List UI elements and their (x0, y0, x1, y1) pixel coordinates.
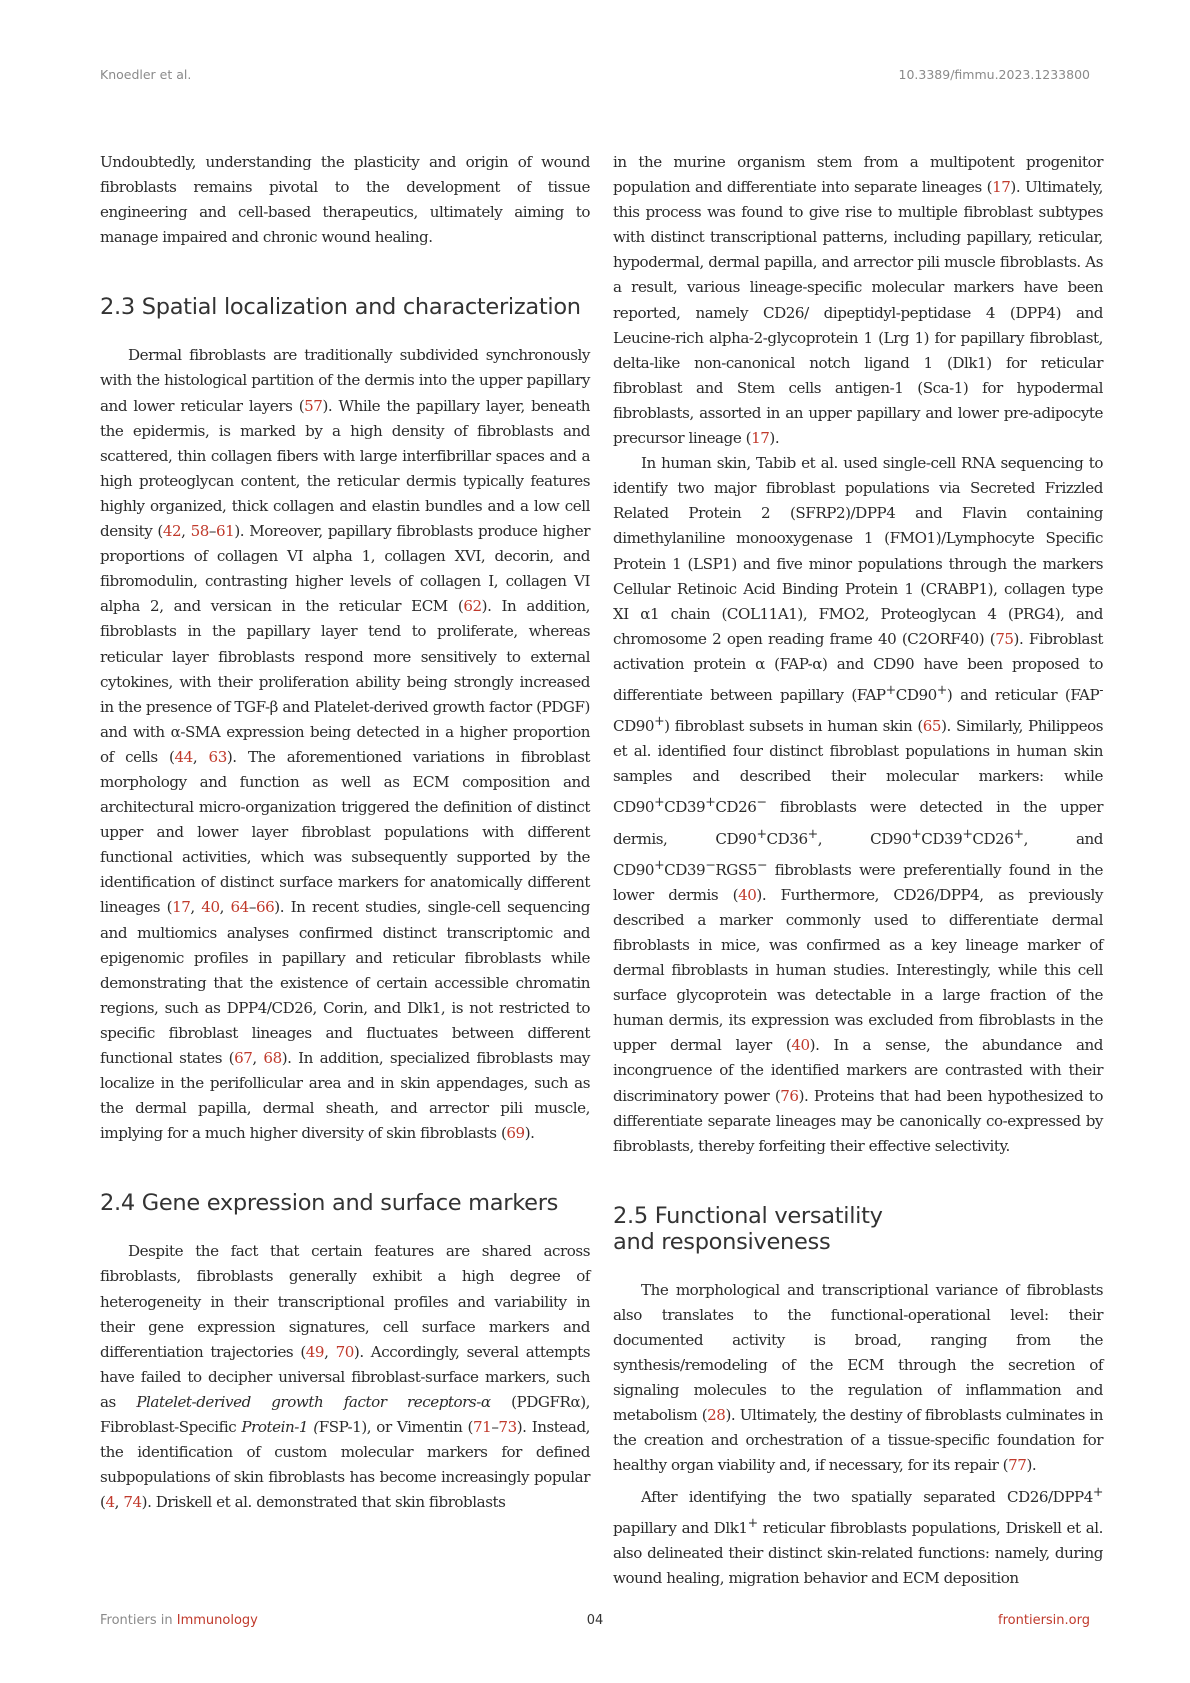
paragraph: The morphological and transcriptional variance of fibroblasts also translates to the functional-operational level: their documented activity is broad, ranging from the synthesis/remodeling of the ECM through the secretion of signaling molecules to the regulation of inflammation and metabolism (28). Ultimately, the destiny of fibroblasts culminates in the creation and orchestration of a tissue-specific foundation for healthy organ viability and, if necessary, for its repair (77). (613, 1280, 1103, 1475)
section-heading: 2.4 Gene expression and surface markers (100, 1190, 559, 1217)
paragraph: Dermal fibroblasts are traditionally subdivided synchronously with the histological partition of the dermis into the upper papillary and lower reticular layers (57). While the papillary layer, beneath the epidermis, is marked by a high density of fibroblasts and scattered, thin collagen fibers with large interfibrillar spaces and a high proteoglycan content, the reticular dermis typically features highly organized, thick collagen and elastin bundles and a low cell density (42, 58–61). Moreover, papillary fibroblasts produce higher proportions of collagen VI alpha 1, collagen XVI, decorin, and fibromodulin, contrasting higher levels of collagen I, collagen VI alpha 2, and versican in the reticular ECM (62). In addition, fibroblasts in the papillary layer tend to proliferate, whereas reticular layer fibroblasts respond more sensitively to external cytokines, with their proliferation ability being strongly increased in the presence of TGF-β and Platelet-derived growth factor (PDGF) and with α-SMA expression being detected in a higher proportion of cells (44, 63). The aforementioned variations in fibroblast morphology and function as well as ECM composition and architectural micro-organization triggered the definition of distinct upper and lower layer fibroblast populations with different functional activities, which was subsequently supported by the identification of distinct surface markers for anatomically different lineages (17, 40, 64–66). In recent studies, single-cell sequencing and multiomics analyses confirmed distinct transcriptomic and epigenomic profiles in papillary and reticular fibroblasts while demonstrating that the existence of certain accessible chromatin regions, such as DPP4/CD26, Corin, and Dlk1, is not restricted to specific fibroblast lineages and fluctuates between different functional states (67, 68). In addition, specialized fibroblasts may localize in the perifollicular area and in skin appendages, such as the dermal papilla, dermal sheath, and arrector pili muscle, implying for a much higher diversity of skin fibroblasts (69). (100, 346, 591, 1143)
footer-journal-name[interactable]: Immunology (176, 1613, 258, 1628)
citation-link[interactable]: 62 (463, 597, 482, 616)
citation-link[interactable]: 17 (751, 429, 770, 448)
citation-link[interactable]: 63 (208, 747, 227, 766)
right-column (613, 150, 1103, 1591)
footer-site-link[interactable]: frontiersin.org (998, 1613, 1090, 1628)
citation-link[interactable]: 17 (172, 898, 191, 917)
citation-link[interactable]: 61 (216, 522, 235, 541)
citation-link[interactable]: 40 (791, 1036, 810, 1055)
section-heading (613, 1203, 1103, 1255)
paragraph: Despite the fact that certain features are shared across fibroblasts, fibroblasts generally exhibit a high degree of heterogeneity in their transcriptional profiles and variability in their gene expression signatures, cell surface markers and differentiation trajectories (49, 70). Accordingly, several attempts have failed to decipher universal fibroblast-surface markers, such as Platelet-derived growth factor receptors-α (PDGFRα), Fibroblast-Specific Protein-1 (FSP-1), or Vimentin (71–73). Instead, the identification of custom molecular markers for defined subpopulations of skin fibroblasts has become increasingly popular (4, 74). Driskell et al. demonstrated that skin fibroblasts (100, 1242, 591, 1512)
paragraph: In human skin, Tabib et al. used single-cell RNA sequencing to identify two major fibroblast populations via Secreted Frizzled Related Protein 2 (SFRP2)/DPP4 and Flavin containing dimethylaniline monooxygenase 1 (FMO1)/Lymphocyte Specific Protein 1 (LSP1) and five minor populations through the markers Cellular Retinoic Acid Binding Protein 1 (CRABP1), collagen type XI α1 chain (COL11A1), FMO2, Proteoglycan 4 (PRG4), and chromosome 2 open reading frame 40 (C2ORF40) (75). Fibroblast activation protein α (FAP-α) and CD90 have been proposed to differentiate between papillary (FAP+CD90+) and reticular (FAP-CD90+) fibroblast subsets in human skin (65). Similarly, Philippeos et al. identified four distinct fibroblast populations in human skin samples and described their molecular markers: while CD90+CD39+CD26− fibroblasts were detected in the upper dermis, CD90+CD36+, CD90+CD39+CD26+, and CD90+CD39−RGS5− fibroblasts were preferentially found in the lower dermis (40). Furthermore, CD26/DPP4, as previously described a marker commonly used to differentiate dermal fibroblasts in mice, was confirmed as a key lineage marker of dermal fibroblasts in human studies. Interestingly, while this cell surface glycoprotein was detectable in a large fraction of the human dermis, its expression was excluded from fibroblasts in the upper dermal layer (40). In a sense, the abundance and incongruence of the identified markers are contrasted with their discriminatory power (76). Proteins that had been hypothesized to differentiate separate lineages may be canonically co-expressed by fibroblasts, thereby forfeiting their effective selectivity. (613, 454, 1103, 1155)
running-header-doi: 10.3389/fimmu.2023.1233800 (898, 67, 1090, 82)
page-number: 04 (586, 1613, 604, 1628)
citation-link[interactable]: 40 (738, 885, 757, 904)
left-column (100, 150, 590, 1515)
citation-link[interactable]: 74 (123, 1493, 142, 1512)
citation-link[interactable]: 66 (255, 898, 275, 917)
citation-link[interactable]: 49 (305, 1342, 325, 1361)
section-heading-line: 2.5 Functional versatility (613, 1202, 883, 1229)
paragraph: After identifying the two spatially separated CD26/DPP4+ papillary and Dlk1+ reticular fibroblasts populations, Driskell et al. also delineated their distinct skin-related functions: namely, during wound healing, migration behavior and ECM deposition (613, 1483, 1103, 1587)
footer-journal-prefix: Frontiers in (100, 1613, 177, 1628)
citation-link[interactable]: 28 (707, 1406, 726, 1425)
citation-link[interactable]: 57 (304, 396, 323, 415)
paragraph: Undoubtedly, understanding the plasticity and origin of wound fibroblasts remains pivotal to the development of tissue engineering and cell-based therapeutics, ultimately aiming to manage impaired and chronic wound healing. (100, 153, 590, 247)
citation-link[interactable]: 58 (190, 522, 209, 541)
section-heading: 2.3 Spatial localization and characterization (100, 294, 581, 321)
citation-link[interactable]: 68 (263, 1049, 282, 1067)
citation-link[interactable]: 64 (230, 898, 249, 917)
citation-link[interactable]: 67 (234, 1049, 253, 1067)
citation-link[interactable]: 40 (201, 898, 220, 917)
citation-link[interactable]: 17 (992, 178, 1011, 197)
citation-link[interactable]: 44 (174, 747, 193, 766)
paragraph: in the murine organism stem from a multipotent progenitor population and differentiate into separate lineages (17). Ultimately, this process was found to give rise to multiple fibroblast subtypes with distinct transcriptional patterns, including papillary, reticular, hypodermal, dermal papilla, and arrector pili muscle fibroblasts. As a result, various lineage-specific molecular markers have been reported, namely CD26/ dipeptidyl-peptidase 4 (DPP4) and Leucine-rich alpha-2-glycoprotein 1 (Lrg 1) for papillary fibroblast, delta-like non-canonical notch ligand 1 (Dlk1) for reticular fibroblast and Stem cells antigen-1 (Sca-1) for hypodermal fibroblasts, assorted in an upper papillary and lower pre-adipocyte precursor lineage (17). (613, 153, 1103, 448)
citation-link[interactable]: 75 (995, 629, 1014, 648)
citation-link[interactable]: 69 (506, 1124, 525, 1143)
citation-link[interactable]: 4 (105, 1493, 115, 1512)
citation-link[interactable]: 73 (498, 1418, 517, 1437)
citation-link[interactable]: 65 (922, 717, 942, 736)
section-heading-line: and responsiveness (613, 1228, 831, 1255)
citation-link[interactable]: 70 (335, 1342, 354, 1361)
citation-link[interactable]: 77 (1008, 1456, 1027, 1475)
citation-link[interactable]: 76 (780, 1086, 799, 1105)
citation-link[interactable]: 71 (473, 1418, 492, 1437)
running-header-authors: Knoedler et al. (100, 67, 192, 82)
citation-link[interactable]: 42 (162, 522, 182, 541)
